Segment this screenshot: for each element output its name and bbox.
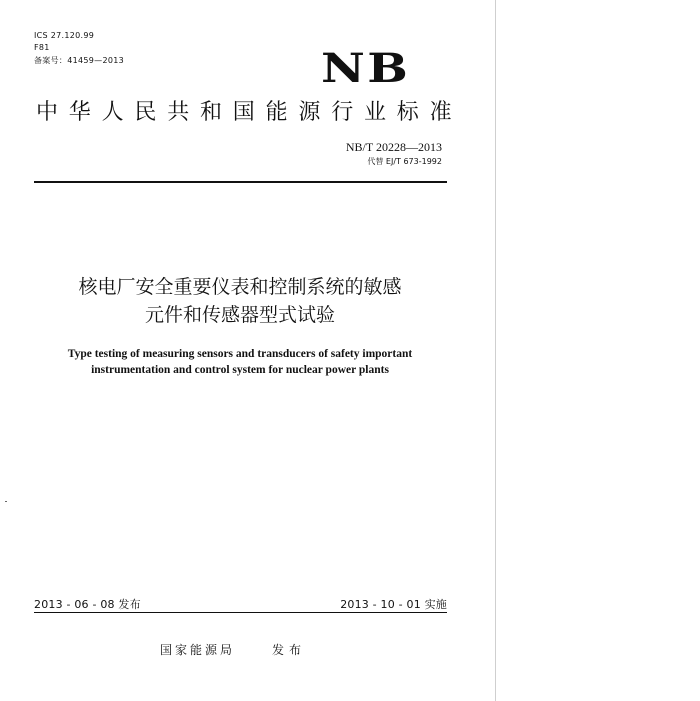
issuing-authority: 国家能源局	[160, 643, 236, 657]
chinese-title	[30, 274, 450, 328]
replaces-standard: 代替 EJ/T 673-1992	[367, 157, 442, 166]
footer-divider	[34, 612, 447, 613]
scan-speck	[5, 501, 7, 502]
effective-date: 2013 - 10 - 01 实施	[340, 598, 447, 611]
english-title	[30, 346, 450, 378]
chinese-title-line-1: 核电厂安全重要仪表和控制系统的敏感	[78, 276, 402, 298]
english-title-line-1: Type testing of measuring sensors and transducers of safety important	[67, 348, 413, 360]
standard-number: NB/T 20228—2013	[345, 140, 442, 154]
ics-code: ICS 27.120.99	[34, 31, 95, 40]
chinese-title-line-2: 元件和传感器型式试验	[144, 304, 335, 326]
header-divider	[34, 181, 447, 183]
classification-code: F81	[34, 43, 50, 52]
issue-label: 发布	[272, 643, 307, 657]
nb-logo: NB	[321, 45, 411, 92]
english-title-line-2: instrumentation and control system for nuclear power plants	[91, 364, 389, 376]
record-number: 备案号：41459—2013	[34, 56, 125, 65]
standard-category-title: 中华人民共和国能源行业标准	[36, 100, 463, 125]
issue-date: 2013 - 06 - 08 发布	[34, 598, 141, 611]
blank-area	[496, 0, 700, 701]
